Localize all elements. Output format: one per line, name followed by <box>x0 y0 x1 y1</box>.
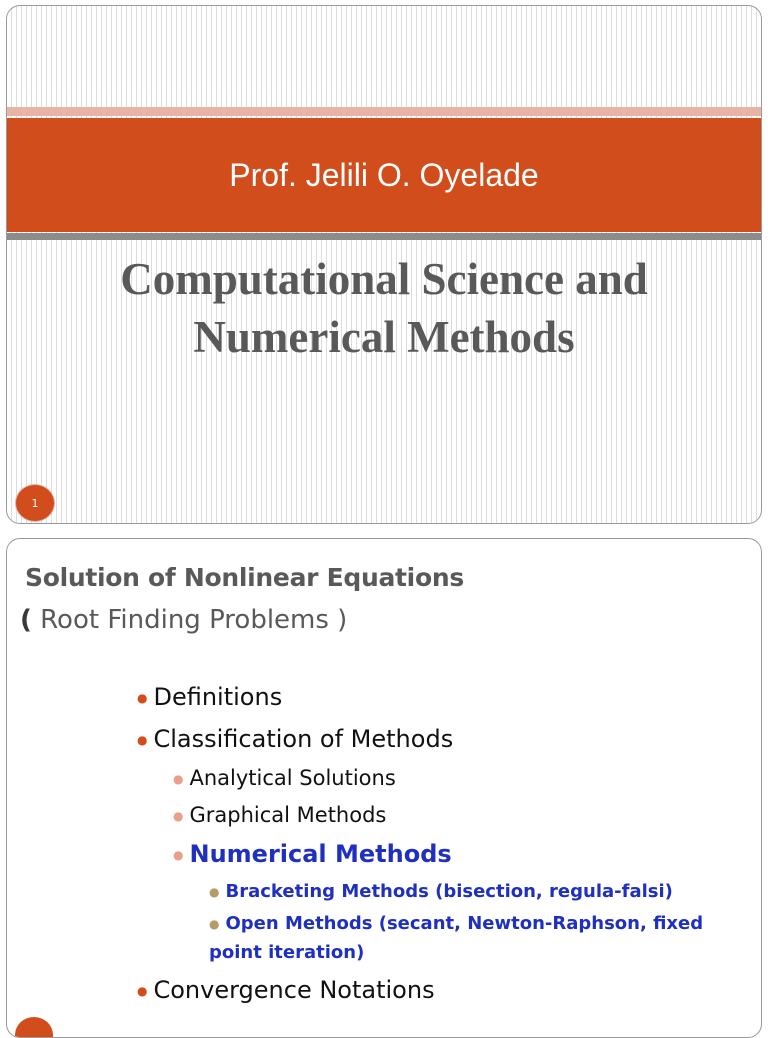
gray-band <box>7 233 761 240</box>
slide-subheading <box>20 605 347 635</box>
list-item <box>137 683 282 711</box>
list-item-label: Graphical Methods <box>189 803 387 827</box>
list-item <box>137 976 435 1004</box>
pink-band <box>7 107 761 116</box>
list-item-label: Classification of Methods <box>153 725 454 753</box>
list-item-label: Bracketing Methods (bisection, regula-falsi) <box>225 881 673 902</box>
list-item <box>209 881 673 902</box>
bullet-icon: ● <box>137 691 148 705</box>
slide-heading: Solution of Nonlinear Equations <box>25 563 464 592</box>
page-number-badge <box>15 1017 53 1038</box>
list-item-label: Definitions <box>153 683 283 711</box>
list-item <box>137 725 453 753</box>
title-line-1: Computational Science and <box>120 254 648 304</box>
list-item <box>209 913 703 934</box>
bullet-icon: ● <box>137 984 148 998</box>
list-item-continuation: point iteration) <box>209 942 365 963</box>
subheading-paren: ( <box>20 605 32 635</box>
bullet-icon: ● <box>209 917 220 931</box>
title-slide <box>6 5 762 524</box>
list-item-label: Convergence Notations <box>153 976 435 1004</box>
list-item-label: Open Methods (secant, Newton-Raphson, fixed <box>225 913 704 934</box>
bullet-icon: ● <box>173 809 184 823</box>
slide-title <box>7 250 761 366</box>
content-slide <box>6 538 762 1038</box>
bullet-icon: ● <box>173 848 184 862</box>
list-item-label: Numerical Methods <box>189 840 452 868</box>
page-number-badge: 1 <box>15 484 55 522</box>
bullet-icon: ● <box>137 733 148 747</box>
list-item-label: Analytical Solutions <box>189 766 396 790</box>
list-item <box>173 840 452 868</box>
list-item <box>173 766 396 790</box>
title-line-2: Numerical Methods <box>193 312 575 362</box>
list-item <box>173 803 386 827</box>
bullet-icon: ● <box>209 885 220 899</box>
subheading-text: Root Finding Problems ) <box>31 605 348 635</box>
bullet-icon: ● <box>173 772 184 786</box>
author-name: Prof. Jelili O. Oyelade <box>229 156 539 193</box>
